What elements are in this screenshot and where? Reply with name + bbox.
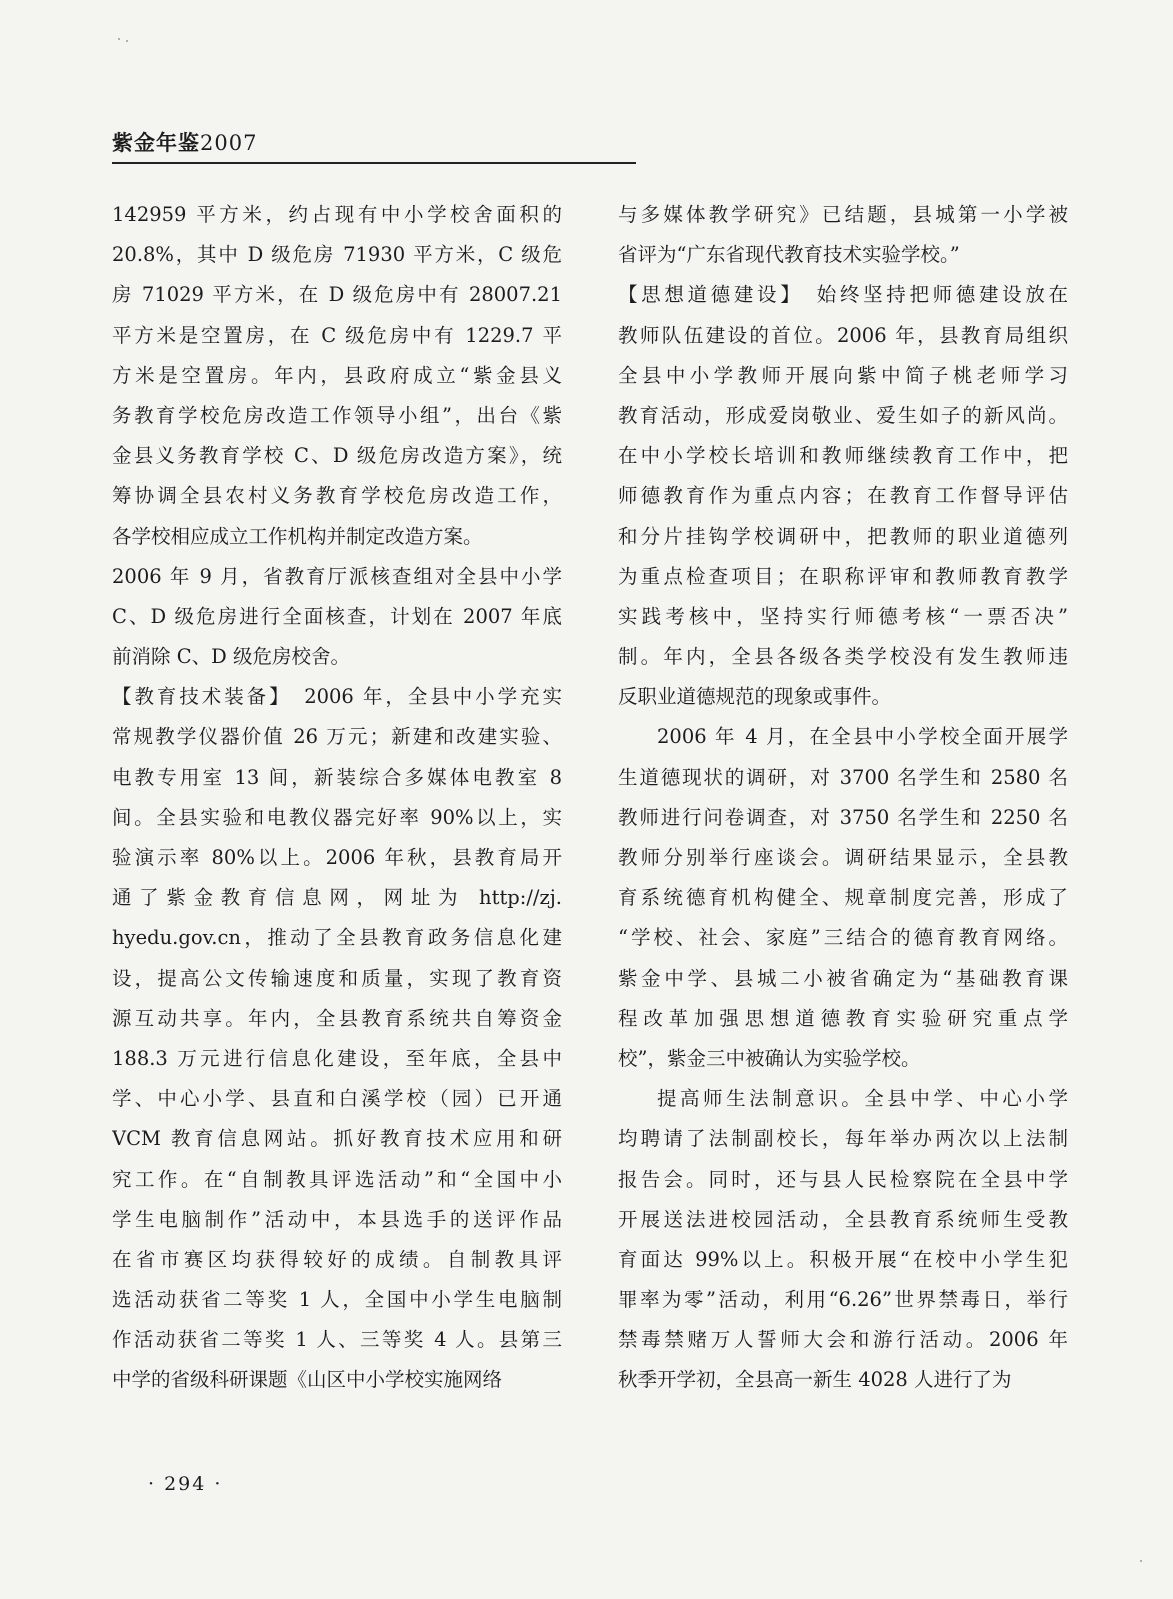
text-line: 校”，紫金三中被确认为实验学校。 [618, 1046, 921, 1070]
text-line: 188.3 万元进行信息化建设，至年底，全县中 [112, 1046, 562, 1070]
text-line: 育面达 99%以上。积极开展“在校中小学生犯 [618, 1247, 1068, 1271]
text-line: hyedu.gov.cn，推动了全县教育政务信息化建 [112, 926, 562, 950]
running-header [112, 127, 257, 157]
text-line: 房 71029 平方米，在 D 级危房中有 28007.21 [112, 283, 562, 307]
text-line: 秋季开学初，全县高一新生 4028 人进行了为 [618, 1368, 1012, 1392]
text-line: 教师进行问卷调查，对 3750 名学生和 2250 名 [618, 805, 1068, 829]
scan-speck [126, 40, 128, 42]
text-line: 省评为“广东省现代教育技术实验学校。” [618, 243, 960, 267]
text-line: 筹协调全县农村义务教育学校危房改造工作， [112, 484, 562, 508]
text-line: 金县义务教育学校 C、D 级危房改造方案》，统 [112, 444, 562, 468]
text-line: 教育活动，形成爱岗敬业、爱生如子的新风尚。 [618, 403, 1068, 427]
text-line: 师德教育作为重点内容；在教育工作督导评估 [618, 484, 1068, 508]
text-line: 教师分别举行座谈会。调研结果显示，全县教 [618, 846, 1068, 869]
text-line: 禁毒禁赌万人誓师大会和游行活动。2006 年 [618, 1328, 1068, 1352]
text-line: 【思想道德建设】 始终坚持把师德建设放在 [618, 283, 1068, 307]
text-line: 前消除 C、D 级危房校舍。 [112, 645, 350, 669]
text-line: 和分片挂钩学校调研中，把教师的职业道德列 [618, 524, 1068, 548]
text-line: 中学的省级科研课题《山区中小学校实施网络 [112, 1368, 503, 1392]
right-column [618, 195, 1068, 1401]
text-line: 育系统德育机构健全、规章制度完善，形成了 [618, 886, 1068, 910]
text-line: 电教专用室 13 间，新装综合多媒体电教室 8 [112, 765, 562, 789]
scan-speck [1140, 1560, 1142, 1562]
text-line: 紫金中学、县城二小被省确定为“基础教育课 [618, 966, 1068, 990]
text-line: 制。年内，全县各级各类学校没有发生教师违 [618, 645, 1068, 669]
page-number: · 294 · [148, 1473, 223, 1495]
text-line: 提高师生法制意识。全县中学、中心小学 [657, 1087, 1068, 1111]
left-column [112, 195, 562, 1401]
text-line: 142959 平方米，约占现有中小学校舍面积的 [112, 203, 562, 226]
text-line: VCM 教育信息网站。抓好教育技术应用和研 [112, 1127, 562, 1151]
header-year: 2007 [200, 131, 258, 155]
text-line: 学生电脑制作”活动中，本县选手的送评作品 [112, 1207, 562, 1231]
header-rule [112, 162, 636, 164]
text-line: 罪率为零”活动，利用“6.26”世界禁毒日，举行 [618, 1288, 1068, 1312]
header-title: 紫金年鉴 [112, 131, 200, 155]
text-line: C、D 级危房进行全面核查，计划在 2007 年底 [112, 604, 562, 628]
text-line: 间。全县实验和电教仪器完好率 90%以上，实 [112, 805, 562, 829]
text-line: 2006 年 4 月，在全县中小学校全面开展学 [657, 725, 1068, 749]
text-line: 各学校相应成立工作机构并制定改造方案。 [112, 524, 483, 548]
text-line: 2006 年 9 月，省教育厅派核查组对全县中小学 [112, 564, 562, 588]
text-line: 学、中心小学、县直和白溪学校（园）已开通 [112, 1087, 562, 1111]
text-line: 设，提高公文传输速度和质量，实现了教育资 [112, 966, 562, 990]
text-line: 源互动共享。年内，全县教育系统共自筹资金 [112, 1006, 562, 1030]
text-line: 通了紫金教育信息网，网址为 http://zj. [112, 886, 562, 910]
text-line: 生道德现状的调研，对 3700 名学生和 2580 名 [618, 765, 1068, 789]
text-line: 20.8%，其中 D 级危房 71930 平方米，C 级危 [112, 243, 562, 267]
text-line: “学校、社会、家庭”三结合的德育教育网络。 [618, 926, 1068, 950]
text-line: 究工作。在“自制教具评选活动”和“全国中小 [112, 1167, 562, 1191]
text-line: 报告会。同时，还与县人民检察院在全县中学 [618, 1167, 1068, 1191]
text-line: 选活动获省二等奖 1 人，全国中小学生电脑制 [112, 1288, 562, 1312]
text-line: 为重点检查项目；在职称评审和教师教育教学 [618, 564, 1068, 588]
text-line: 程改革加强思想道德教育实验研究重点学 [618, 1006, 1068, 1030]
text-line: 教师队伍建设的首位。2006 年，县教育局组织 [618, 323, 1068, 347]
text-line: 与多媒体教学研究》已结题，县城第一小学被 [618, 203, 1068, 226]
text-line: 在省市赛区均获得较好的成绩。自制教具评 [112, 1247, 562, 1271]
text-line: 开展送法进校园活动，全县教育系统师生受教 [618, 1207, 1068, 1231]
text-line: 作活动获省二等奖 1 人、三等奖 4 人。县第三 [112, 1328, 562, 1352]
text-line: 全县中小学教师开展向紫中简子桃老师学习 [618, 363, 1068, 387]
text-line: 实践考核中，坚持实行师德考核“一票否决” [618, 604, 1068, 628]
text-line: 验演示率 80%以上。2006 年秋，县教育局开 [112, 846, 562, 869]
text-line: 在中小学校长培训和教师继续教育工作中，把 [618, 444, 1068, 468]
text-line: 反职业道德规范的现象或事件。 [618, 685, 892, 709]
text-line: 常规教学仪器价值 26 万元；新建和改建实验、 [112, 725, 562, 749]
text-line: 【教育技术装备】 2006 年，全县中小学充实 [112, 685, 562, 709]
scan-speck [118, 38, 120, 40]
text-line: 均聘请了法制副校长，每年举办两次以上法制 [618, 1127, 1068, 1151]
text-line: 平方米是空置房，在 C 级危房中有 1229.7 平 [112, 323, 562, 347]
text-line: 方米是空置房。年内，县政府成立“紫金县义 [112, 363, 562, 387]
text-line: 务教育学校危房改造工作领导小组”，出台《紫 [112, 403, 562, 427]
